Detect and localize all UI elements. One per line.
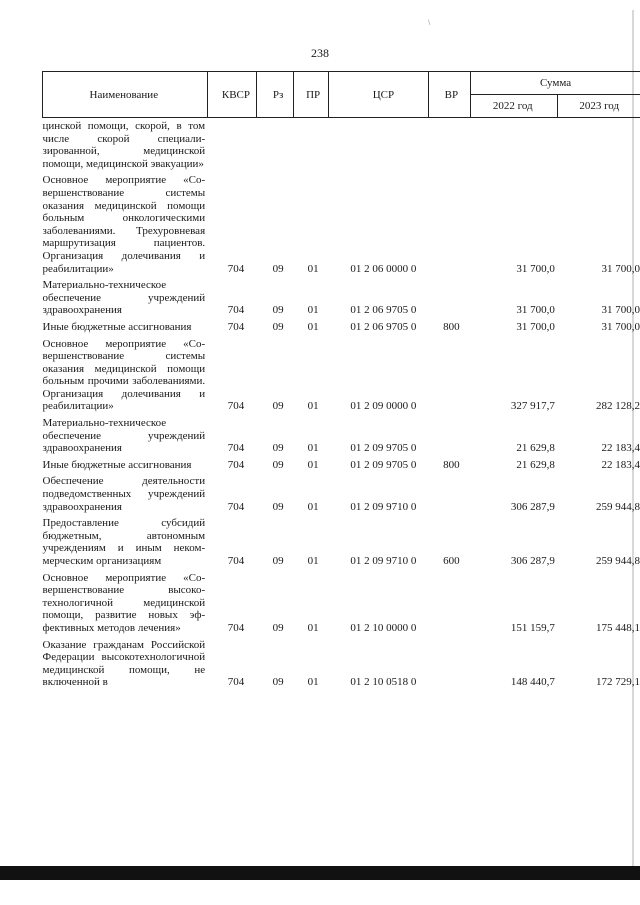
- cell-vr: [428, 570, 471, 637]
- header-kvsr: КВСР: [207, 72, 257, 118]
- cell-rz: 09: [272, 400, 284, 413]
- table-row: [43, 118, 640, 173]
- cell-csr: 01 2 09 9705 0: [350, 442, 417, 455]
- header-vr: ВР: [428, 72, 471, 118]
- cell-vr: 800: [443, 458, 460, 471]
- table-row: [43, 319, 640, 336]
- header-year-2022: 2022 год: [471, 95, 558, 118]
- table-row: [43, 473, 640, 515]
- cell-csr: 01 2 09 0000 0: [350, 400, 417, 413]
- table-row: [43, 277, 640, 319]
- cell-sum-2022: [471, 118, 558, 173]
- cell-csr: 01 2 09 9705 0: [350, 458, 417, 471]
- cell-rz: 09: [272, 442, 284, 455]
- cell-rz: [257, 118, 294, 173]
- cell-pr: 01: [307, 676, 319, 689]
- cell-name: Предоставление субсидий бюджетным, автономным учреждениям и иным некоммерческим организациям: [42, 517, 206, 567]
- cell-pr: 01: [307, 400, 319, 413]
- cell-sum-2023: 259 944,8: [596, 500, 640, 513]
- cell-sum-2022: 31 700,0: [516, 262, 555, 275]
- cell-name: цинской помощи, скорой, в том числе скорой специализированной, медицинской помощи, медицинской эвакуации»: [42, 120, 206, 170]
- table-row: [43, 336, 640, 416]
- cell-rz: 09: [272, 320, 284, 333]
- cell-vr: [428, 118, 471, 173]
- cell-pr: [294, 118, 329, 173]
- cell-kvsr: 704: [227, 676, 245, 689]
- cell-sum-2022: 306 287,9: [510, 500, 555, 513]
- cell-name: Иные бюджетные ассигнования: [42, 320, 192, 333]
- header-sum: Сумма: [471, 72, 640, 95]
- cell-csr: 01 2 10 0518 0: [350, 676, 417, 689]
- cell-vr: [428, 172, 471, 277]
- cell-vr: [428, 473, 471, 515]
- cell-sum-2022: 327 917,7: [510, 400, 555, 413]
- page-number: 238: [311, 46, 329, 60]
- cell-sum-2022: 31 700,0: [516, 320, 555, 333]
- cell-csr: 01 2 06 9705 0: [350, 304, 417, 317]
- cell-sum-2023: 31 700,0: [601, 320, 640, 333]
- cell-name: Основное мероприятие «Совершенствование системы оказания медицинской помощи больным онкологическими заболеваниями. Трехуровневая маршрутизация пациентов. Организация долечивания и реабилитации»: [42, 174, 206, 275]
- table-row: [43, 172, 640, 277]
- cell-kvsr: 704: [227, 500, 245, 513]
- cell-kvsr: 704: [227, 458, 245, 471]
- cell-sum-2022: 21 629,8: [516, 442, 555, 455]
- cell-pr: 01: [307, 555, 319, 567]
- scan-bottom-bar: [0, 866, 640, 880]
- table-header: [43, 72, 640, 118]
- cell-vr: 600: [443, 555, 460, 567]
- cell-pr: 01: [307, 458, 319, 471]
- cell-pr: 01: [307, 262, 319, 275]
- header-csr: ЦСР: [329, 72, 428, 118]
- cell-name: Материально-техническое обеспечение учреждений здравоохранения: [42, 279, 206, 317]
- cell-pr: 01: [307, 304, 319, 317]
- cell-rz: 09: [272, 262, 284, 275]
- cell-sum-2023: 282 128,2: [596, 400, 640, 413]
- cell-pr: 01: [307, 442, 319, 455]
- cell-kvsr: 704: [227, 555, 245, 567]
- cell-name: Материально-техническое обеспечение учреждений здравоохранения: [42, 417, 206, 455]
- cell-pr: 01: [307, 621, 319, 634]
- table-body: [43, 118, 640, 691]
- cell-kvsr: 704: [227, 442, 245, 455]
- cell-rz: 09: [272, 621, 284, 634]
- cell-rz: 09: [272, 500, 284, 513]
- cell-rz: 09: [272, 676, 284, 689]
- cell-sum-2022: 148 440,7: [510, 676, 555, 689]
- cell-vr: 800: [443, 320, 460, 333]
- cell-rz: 09: [272, 555, 284, 567]
- cell-sum-2023: 31 700,0: [601, 304, 640, 317]
- cell-name: Иные бюджетные ассигнования: [42, 458, 192, 471]
- budget-table: [42, 71, 640, 691]
- table-row: [43, 415, 640, 457]
- cell-name: Оказание гражданам Российской Федерации высокотехнологичной медицинской помощи, не включенной в: [42, 638, 206, 689]
- cell-sum-2023: 31 700,0: [601, 262, 640, 275]
- header-name: Наименование: [43, 72, 208, 118]
- cell-name: Основное мероприятие «Совершенствование высокотехнологичной медицинской помощи, развитие новых эффективных методов лечения»: [42, 571, 206, 634]
- cell-sum-2023: 22 183,4: [601, 442, 640, 455]
- header-year-2023: 2023 год: [558, 95, 640, 118]
- cell-sum-2023: 259 944,8: [596, 555, 640, 567]
- cell-vr: [428, 336, 471, 416]
- cell-vr: [428, 637, 471, 691]
- cell-csr: 01 2 10 0000 0: [350, 621, 417, 634]
- cell-sum-2022: 21 629,8: [516, 458, 555, 471]
- cell-sum-2023: [558, 118, 640, 173]
- table-row: [43, 570, 640, 637]
- cell-sum-2022: 151 159,7: [510, 621, 555, 634]
- cell-vr: [428, 415, 471, 457]
- cell-kvsr: 704: [227, 320, 245, 333]
- cell-sum-2022: 306 287,9: [510, 555, 555, 567]
- cell-kvsr: 704: [227, 304, 245, 317]
- cell-rz: 09: [272, 458, 284, 471]
- cell-pr: 01: [307, 500, 319, 513]
- cell-sum-2023: 172 729,1: [596, 676, 640, 689]
- cell-csr: 01 2 09 9710 0: [350, 500, 417, 513]
- cell-kvsr: 704: [227, 400, 245, 413]
- table-row: [43, 637, 640, 691]
- cell-kvsr: 704: [227, 262, 245, 275]
- header-rz: Рз: [257, 72, 294, 118]
- cell-kvsr: [207, 118, 257, 173]
- header-pr: ПР: [294, 72, 329, 118]
- cell-sum-2023: 22 183,4: [601, 458, 640, 471]
- cell-name: Обеспечение деятельности подведомственных учреждений здравоохранения: [42, 475, 206, 513]
- cell-csr: 01 2 09 9710 0: [350, 555, 417, 567]
- cell-pr: 01: [307, 320, 319, 333]
- cell-csr: [329, 118, 428, 173]
- cell-sum-2023: 175 448,1: [596, 621, 640, 634]
- table-row: [43, 457, 640, 474]
- cell-sum-2022: 31 700,0: [516, 304, 555, 317]
- cell-name: Основное мероприятие «Совершенствование системы оказания медицинской помощи больным прочими заболеваниями. Организация долечивания и реабилитации»: [42, 337, 206, 413]
- table-row: [43, 515, 640, 569]
- cell-csr: 01 2 06 9705 0: [350, 320, 417, 333]
- scan-mark: \: [428, 18, 431, 27]
- cell-vr: [428, 277, 471, 319]
- cell-kvsr: 704: [227, 621, 245, 634]
- cell-csr: 01 2 06 0000 0: [350, 262, 417, 275]
- cell-rz: 09: [272, 304, 284, 317]
